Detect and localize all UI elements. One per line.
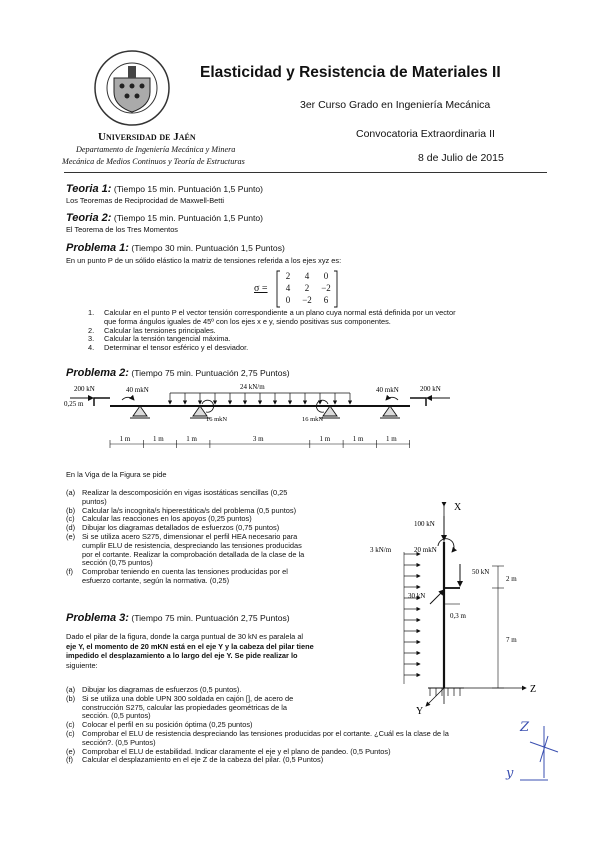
problema2-intro: En la Viga de la Figura se pide [66,470,167,479]
matrix-symbol: σ = [254,283,268,294]
teoria2-heading: Teoria 2: [66,212,112,224]
problema2-heading: Problema 2: [66,367,129,379]
right-moment-label: 40 mkN [376,386,399,394]
left-force-label: 200 kN [74,385,95,393]
span-label: 1 m [119,435,131,443]
list-item: (f) Calcular el desplazamiento en el eje Z de la cabeza del pilar. (0,5 Puntos) [66,755,324,765]
dim-2-label: 2 m [506,575,517,583]
problema3-meta: (Tiempo 75 min. Puntuación 2,75 Puntos) [131,613,290,623]
problema1-list [88,309,456,353]
exam-date: 8 de Julio de 2015 [418,152,504,164]
offset-03-label: 0,3 m [450,612,466,620]
teoria2-heading-line [66,212,263,224]
stress-matrix [254,270,354,308]
list-item: (f) Comprobar teniendo en cuenta las tensiones producidas por el [66,567,288,577]
span-label: 1 m [152,435,164,443]
matrix-cell: 6 [323,295,329,305]
teoria2-text: El Teorema de los Tres Momentos [66,225,179,234]
force-50-label: 50 kN [472,568,490,576]
list-item: que forma ángulos iguales de 45º con los ejes x e y, siendo positivas sus componentes. [104,316,391,326]
list-item: (c) Colocar el perfil en su posición óptima (0,25 puntos) [66,720,253,730]
course: 3er Curso Grado en Ingeniería Mecánica [300,99,491,111]
problema3-heading: Problema 3: [66,612,129,624]
department-2: Mecánica de Medios Continuos y Teoría de Estructuras [62,157,245,166]
axis-x-label: X [454,502,462,513]
list-item: 2. Calcular las tensiones principales. [88,325,216,335]
problema3-heading-line [66,612,290,624]
matrix-cell: 4 [304,271,310,281]
inner-moment-left: 16 mkN [206,416,228,423]
teoria1-text: Los Teoremas de Reciprocidad de Maxwell-Betti [66,196,225,205]
list-item: construcción S275, calcular las propiedades geométricas de la [82,702,287,712]
list-item: puntos) [82,496,107,506]
list-item: (e) Si se utiliza acero S275, dimensionar el perfil HEA necesario para [66,531,298,541]
span-label: 1 m [319,435,331,443]
list-item: 3. Calcular la tensión tangencial máxima. [88,334,231,344]
moment-20-label: 20 mkN [414,546,437,554]
beam-figure [60,378,460,454]
matrix-cell: 2 [285,271,291,281]
list-item: (e) Comprobar el ELU de estabilidad. Indicar claramente el eje y el plano de pandeo. (0,5 Puntos) [66,746,391,756]
axis-y-label: Y [416,706,424,717]
header-rule [64,172,547,173]
matrix-cell: 4 [285,283,291,293]
right-force-label: 200 kN [420,385,441,393]
inner-moment-right: 16 mkN [302,416,324,423]
list-item: 4. Determinar el tensor esférico y el desviador. [88,343,249,353]
list-item: cumplir ELU de resistencia, despreciando las tensiones producidas [82,540,302,550]
teoria2-meta: (Tiempo 15 min. Puntuación 1,5 Punto) [113,213,264,223]
teoria1-meta: (Tiempo 15 min. Puntuación 1,5 Punto) [113,184,264,194]
list-item: (c) Calcular las reacciones en los apoyos (0,25 puntos) [66,514,252,524]
problema1-meta: (Tiempo 30 min. Puntuación 1,5 Puntos) [131,243,285,253]
handwritten-axes-sketch [504,722,560,786]
teoria1-heading-line [66,183,263,195]
exam-call: Convocatoria Extraordinaria II [356,128,495,140]
list-item: sección. (0,5 puntos) [82,711,151,721]
list-item: (b) Si se utiliza una doble UPN 300 soldada en cajón [], de acero de [66,693,294,703]
list-item: sección (0,75 puntos) [82,558,153,568]
span-label: 1 m [186,435,197,443]
list-item: sección?. (0,5 Puntos) [82,737,156,747]
dim-7-label: 7 m [506,636,517,644]
offset-label: 0,25 m [64,400,84,408]
list-item: esfuerzo cortante, según la normativa. (0,25) [82,575,230,585]
problema1-heading-line [66,242,285,254]
matrix-cell: 2 [304,283,310,293]
list-item: (a) Dibujar los diagramas de esfuerzos (0,5 puntos). [66,685,242,694]
department-1: Departamento de Ingeniería Mecánica y Minera [76,145,236,154]
handwritten-y: y [506,766,514,781]
span-dimensions [110,435,410,448]
axis-z-label: Z [530,684,537,695]
force-30-label: 30 kN [408,592,426,600]
span-label: 3 m [252,435,264,443]
problema3-intro: Dado el pilar de la figura, donde la carga puntual de 30 kN es paralela al eje Y, el momento de 20 mKN está en el eje Y y la cabeza del pilar tiene impedido el desplazamiento a lo largo del eje Y. Se pide realizar lo siguiente: [66,632,314,670]
span-label: 1 m [386,435,397,443]
university-seal [92,48,172,128]
problema1-intro: En un punto P de un sólido elástico la matriz de tensiones referida a los ejes xyz es: [66,256,342,265]
matrix-cell: −2 [321,283,331,293]
list-item: 1. Calcular en el punto P el vector tensión correspondiente a un plano cuya normal está definida por un vector [88,308,456,317]
matrix-cell: −2 [302,295,312,305]
dist-load-label: 24 kN/m [240,383,265,391]
list-item: (d) Dibujar los diagramas detallados de esfuerzos (0,75 puntos) [66,523,280,533]
list-item: (a) Realizar la descomposición en vigas isostáticas sencillas (0,25 [66,488,288,497]
left-moment-label: 40 mkN [126,386,149,394]
force-100-label: 100 kN [414,520,435,528]
list-item: (b) Calcular la/s incognita/s hiperestática/s del problema (0,5 puntos) [66,505,297,515]
list-item: por el cortante. Realizar la comprobación detallada de la clase de la [82,549,305,559]
distributed-load-arrows [170,393,350,404]
problema1-heading: Problema 1: [66,242,129,254]
column-load-arrows [404,554,420,675]
problema2-list [66,489,304,586]
handwritten-z: Z [520,720,530,735]
dist-load-label: 3 kN/m [370,546,392,554]
supports [130,406,400,418]
span-label: 1 m [352,435,364,443]
university-name: Universidad de Jaén [98,131,196,143]
fixed-base-hatch [430,688,460,696]
matrix-cell: 0 [323,271,329,281]
column-figure [368,492,548,720]
matrix-cell: 0 [285,295,291,305]
problema2-meta: (Tiempo 75 min. Puntuación 2,75 Puntos) [131,368,290,378]
exam-title: Elasticidad y Resistencia de Materiales II [200,64,501,81]
list-item: (c) Comprobar el ELU de resistencia despreciando las tensiones producidas por el cortante. ¿Cuál es la clase de la [66,728,449,738]
teoria1-heading: Teoria 1: [66,183,112,195]
